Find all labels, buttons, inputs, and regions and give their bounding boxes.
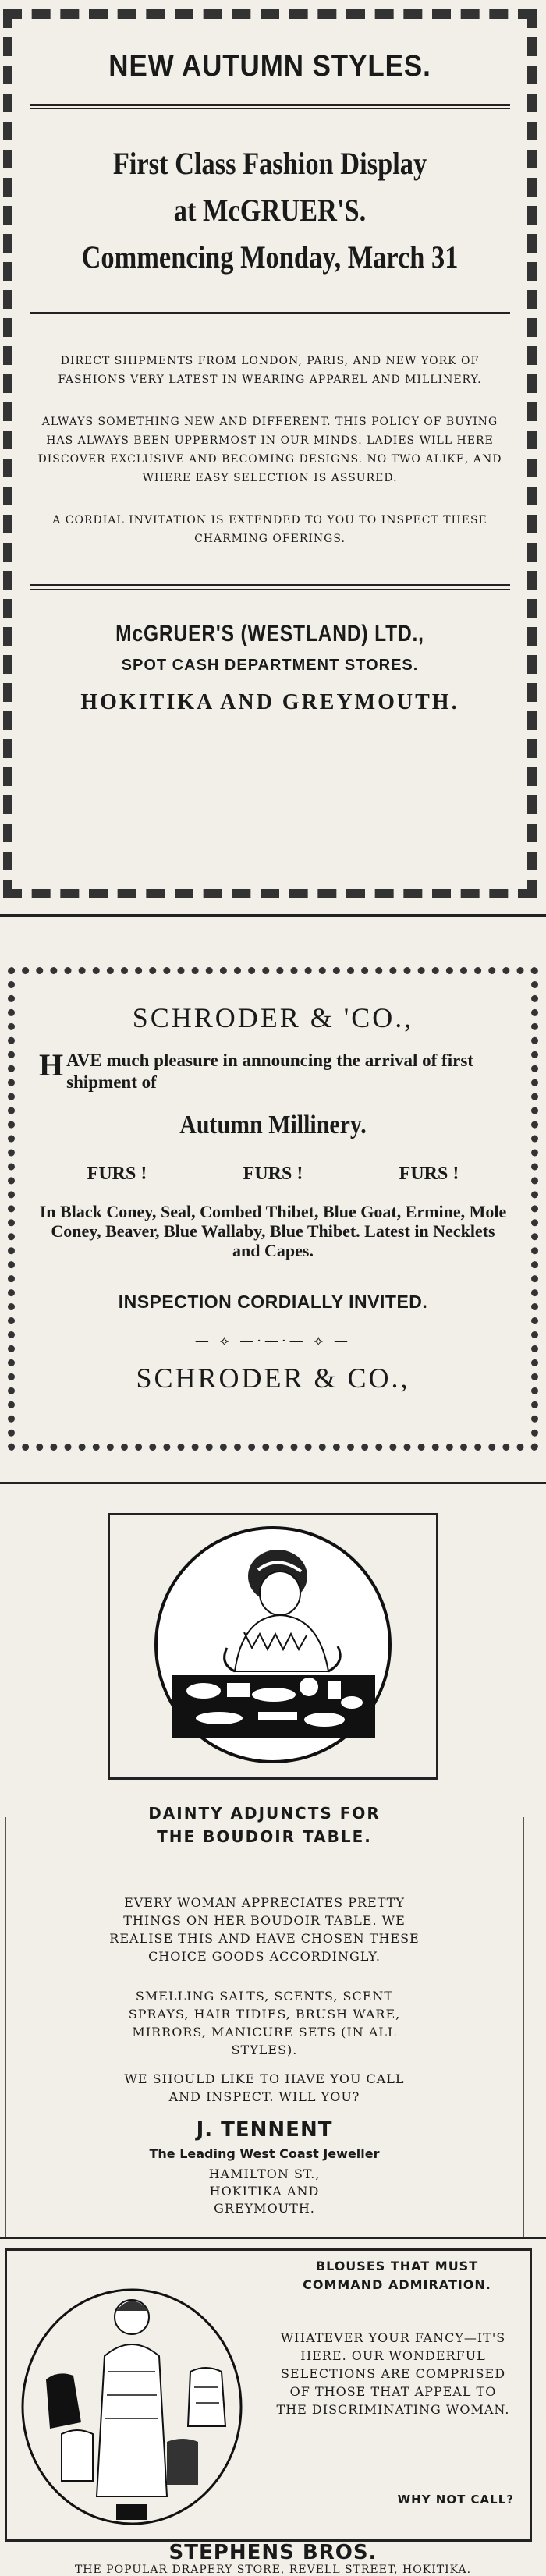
paragraph: EVERY WOMAN APPRECIATES PRETTY THINGS ON HER BOUDOIR TABLE. WE REALISE THIS AND HAVE CHOSEN THESE CHOICE GOODS ACCORDINGLY. <box>109 1895 420 1964</box>
heading: NEW AUTUMN STYLES. <box>108 50 431 83</box>
ornament-divider: — ⟡ —·—·— ⟡ — <box>194 1333 352 1349</box>
address: HAMILTON ST., HOKITIKA AND GREYMOUTH. <box>208 2167 321 2216</box>
drop-cap: H <box>39 1047 64 1082</box>
heading-line-2: THE BOUDOIR TABLE. <box>157 1827 372 1846</box>
paragraph: WHATEVER YOUR FANCY—IT'S HERE. OUR WONDERFUL SELECTIONS ARE COMPRISED OF THOSE THAT APPEAL TO THE DISCRIMINATING WOMAN. <box>276 2330 510 2417</box>
furs-label: FURS ! <box>243 1164 303 1184</box>
mcgruer-advertisement <box>3 9 537 898</box>
furs-label: FURS ! <box>87 1164 147 1184</box>
paragraph: ALWAYS SOMETHING NEW AND DIFFERENT. THIS POLICY OF BUYING HAS ALWAYS BEEN UPPERMOST IN OUR MINDS. LADIES WILL HERE DISCOVER EXCLUSIVE AND BECOMING DESIGNS. NO TWO ALIKE, AND WHERE EASY SELECTION IS ASSURED. <box>37 416 502 484</box>
woman-boudoir-illustration <box>110 1515 436 1777</box>
woman-blouses-illustration <box>15 2270 257 2528</box>
display-line-3: Commencing Monday, March 31 <box>81 239 459 275</box>
divider <box>30 312 510 317</box>
inspection-notice: INSPECTION CORDIALLY INVITED. <box>118 1292 428 1312</box>
illustration-frame <box>108 1513 438 1780</box>
announcement <box>39 1047 507 1093</box>
divider <box>30 104 510 109</box>
tennent-advertisement <box>0 1505 546 2231</box>
store-type: SPOT CASH DEPARTMENT STORES. <box>121 657 419 674</box>
ad-frame <box>5 2248 532 2542</box>
fur-list: In Black Coney, Seal, Combed Thibet, Blue Goat, Ermine, Mole Coney, Beaver, Blue Wallaby, Blue Thibet. Latest in Necklets and Capes. <box>39 1202 507 1260</box>
copy-block <box>5 1804 524 2238</box>
company-name-bottom: SCHRODER & CO., <box>136 1362 410 1394</box>
why-not-call: WHY NOT CALL? <box>397 2493 514 2507</box>
paragraph: WE SHOULD LIKE TO HAVE YOU CALL AND INSPECT. WILL YOU? <box>124 2071 405 2104</box>
announcement-text: AVE much pleasure in announcing the arrival of first shipment of <box>66 1051 473 1092</box>
schroder-advertisement <box>8 967 538 1451</box>
store-footer: THE POPULAR DRAPERY STORE, REVELL STREET, HOKITIKA. <box>74 2564 472 2576</box>
blouses-heading: BLOUSES THAT MUST COMMAND ADMIRATION. <box>303 2259 491 2292</box>
millinery-heading: Autumn Millinery. <box>179 1111 367 1139</box>
paragraph: DIRECT SHIPMENTS FROM LONDON, PARIS, AND NEW YORK OF FASHIONS VERY LATEST IN WEARING APPAREL AND MILLINERY. <box>58 355 482 386</box>
divider <box>30 584 510 590</box>
company-name-top: SCHRODER & 'CO., <box>132 1002 414 1033</box>
furs-label: FURS ! <box>399 1164 459 1184</box>
display-line-2: at McGRUER'S. <box>173 193 367 228</box>
column-rule <box>0 2237 546 2239</box>
company-name: McGRUER'S (WESTLAND) LTD., <box>115 621 424 647</box>
tagline: The Leading West Coast Jeweller <box>149 2146 380 2161</box>
heading-line-1: DAINTY ADJUNCTS FOR <box>148 1804 381 1823</box>
stephens-advertisement <box>0 2242 546 2574</box>
column-rule <box>0 1482 546 1484</box>
display-line-1: First Class Fashion Display <box>112 146 427 181</box>
towns: HOKITIKA AND GREYMOUTH. <box>80 690 459 714</box>
paragraph: A CORDIAL INVITATION IS EXTENDED TO YOU TO INSPECT THESE CHARMING OFERINGS. <box>52 514 488 545</box>
paragraph: SMELLING SALTS, SCENTS, SCENT SPRAYS, HAIR TIDIES, BRUSH WARE, MIRRORS, MANICURE SETS (IN ALL STYLES). <box>128 1989 401 2057</box>
column-rule <box>0 914 546 917</box>
jeweller-name: J. TENNENT <box>196 2118 333 2142</box>
store-name: STEPHENS BROS. <box>168 2541 378 2564</box>
